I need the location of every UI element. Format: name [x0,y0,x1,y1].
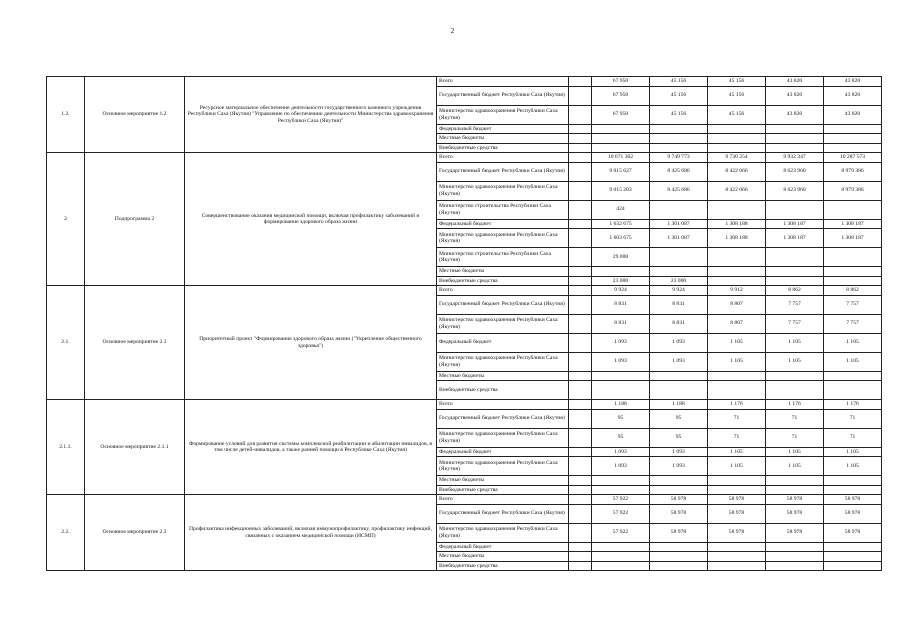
amount-cell: 8 862 [824,286,882,296]
amount-cell: 7 757 [766,314,824,333]
amount-cell [708,267,766,277]
amount-cell: 58 978 [824,523,882,542]
empty-cell [569,295,592,314]
funding-source: Местные бюджеты [437,552,569,562]
amount-cell [824,542,882,552]
amount-cell: 45 156 [650,105,708,124]
amount-cell: 1 105 [708,352,766,371]
funding-source: Местные бюджеты [437,371,569,381]
amount-cell: 8 831 [592,314,650,333]
amount-cell [708,371,766,381]
amount-cell: 29 000 [592,248,650,267]
amount-cell: 8 831 [592,295,650,314]
funding-source: Министерство здравоохранения Республики Саха (Якутия) [437,523,569,542]
amount-cell: 1 188 [592,400,650,410]
empty-cell [569,485,592,495]
amount-cell: 1 308 188 [708,219,766,229]
row-number: 2.2. [47,495,85,571]
amount-cell: 43 820 [766,86,824,105]
funding-source: Федеральный бюджет [437,219,569,229]
amount-cell [824,476,882,486]
row-number: 2 [47,153,85,286]
empty-cell [569,105,592,124]
amount-cell: 8 623 960 [766,181,824,200]
empty-cell [569,457,592,476]
empty-cell [569,504,592,523]
amount-cell: 8 862 [766,286,824,296]
funding-source: Федеральный бюджет [437,124,569,134]
empty-cell [569,86,592,105]
table-row [47,77,882,87]
amount-cell [824,267,882,277]
amount-cell: 7 757 [824,314,882,333]
row-description: Приоритетный проект "Формирование здорового образа жизни ("Укрепление общественного здоровья") [185,286,437,400]
row-number: 1.2. [47,77,85,153]
amount-cell: 67 950 [592,86,650,105]
amount-cell: 7 757 [824,295,882,314]
amount-cell: 1 308 188 [708,229,766,248]
empty-cell [569,162,592,181]
amount-cell [766,276,824,286]
amount-cell [824,200,882,219]
amount-cell: 43 820 [766,77,824,87]
funding-source: Местные бюджеты [437,267,569,277]
amount-cell: 8 831 [650,314,708,333]
empty-cell [569,219,592,229]
amount-cell [824,561,882,571]
amount-cell: 9 924 [650,286,708,296]
amount-cell [650,124,708,134]
amount-cell [650,267,708,277]
amount-cell: 71 [708,428,766,447]
row-number: 2.1. [47,286,85,400]
empty-cell [569,200,592,219]
amount-cell: 9 932 347 [766,153,824,163]
empty-cell [569,381,592,400]
empty-cell [569,153,592,163]
amount-cell: 71 [824,428,882,447]
amount-cell [650,371,708,381]
funding-source: Внебюджетные средства [437,561,569,571]
amount-cell: 43 820 [824,77,882,87]
row-description: Формирование условий для развития системы комплексной реабилитации и абилитации инвалидов, в том числе детей-инвалидов, а также ранней помощи в Республике Саха (Якутия) [185,400,437,495]
amount-cell: 1 093 [650,447,708,457]
amount-cell: 57 922 [592,504,650,523]
amount-cell [766,485,824,495]
table-row [47,400,882,410]
amount-cell: 1 105 [766,333,824,352]
amount-cell: 1 301 087 [650,219,708,229]
amount-cell [708,542,766,552]
amount-cell: 1 093 [650,333,708,352]
empty-cell [569,371,592,381]
amount-cell: 1 105 [766,447,824,457]
amount-cell: 58 978 [708,504,766,523]
amount-cell [708,476,766,486]
empty-cell [569,400,592,410]
amount-cell: 58 978 [766,504,824,523]
amount-cell [824,276,882,286]
row-description: Совершенствование оказания медицинской помощи, включая профилактику заболеваний и формирование здорового образа жизни [185,153,437,286]
amount-cell: 10 287 573 [824,153,882,163]
amount-cell: 67 950 [592,77,650,87]
empty-cell [569,561,592,571]
amount-cell: 58 978 [824,495,882,505]
amount-cell: 1 105 [766,457,824,476]
empty-cell [569,276,592,286]
funding-source: Всего [437,495,569,505]
amount-cell: 1 105 [824,333,882,352]
amount-cell: 95 [592,409,650,428]
amount-cell [708,276,766,286]
amount-cell: 58 978 [650,523,708,542]
amount-cell: 57 922 [592,495,650,505]
funding-source: Министерство здравоохранения Республики Саха (Якутия) [437,457,569,476]
row-name: Основное мероприятие 1.2 [85,77,185,153]
funding-source: Всего [437,77,569,87]
row-name: Основное мероприятие 2.1.1 [85,400,185,495]
funding-source: Местные бюджеты [437,476,569,486]
amount-cell: 1 176 [766,400,824,410]
amount-cell: 58 978 [766,523,824,542]
empty-cell [569,267,592,277]
amount-cell: 1 105 [824,457,882,476]
amount-cell [592,552,650,562]
amount-cell: 95 [592,428,650,447]
amount-cell: 58 978 [708,523,766,542]
empty-cell [569,523,592,542]
amount-cell: 8 807 [708,314,766,333]
amount-cell: 1 093 [592,447,650,457]
amount-cell: 1 093 [592,352,650,371]
amount-cell [824,124,882,134]
funding-source: Государственный бюджет Республики Саха (Якутия) [437,409,569,428]
empty-cell [569,181,592,200]
empty-cell [569,552,592,562]
amount-cell: 9 749 773 [650,153,708,163]
amount-cell: 7 757 [766,295,824,314]
amount-cell [708,124,766,134]
amount-cell [766,552,824,562]
funding-source: Министерство здравоохранения Республики Саха (Якутия) [437,314,569,333]
amount-cell [824,371,882,381]
amount-cell [708,143,766,153]
amount-cell: 9 015 203 [592,181,650,200]
amount-cell [650,476,708,486]
empty-cell [569,333,592,352]
empty-cell [569,248,592,267]
amount-cell [824,552,882,562]
funding-source: Министерство здравоохранения Республики Саха (Якутия) [437,105,569,124]
amount-cell: 8 623 960 [766,162,824,181]
amount-cell [708,200,766,219]
empty-cell [569,134,592,144]
row-name: Подпрограмма 2 [85,153,185,286]
table-row [47,495,882,505]
funding-source: Государственный бюджет Республики Саха (Якутия) [437,504,569,523]
amount-cell [766,143,824,153]
funding-source: Всего [437,400,569,410]
amount-cell [766,542,824,552]
empty-cell [569,542,592,552]
amount-cell: 1 105 [708,333,766,352]
funding-source: Всего [437,286,569,296]
amount-cell: 1 308 187 [766,229,824,248]
empty-cell [569,286,592,296]
amount-cell [708,381,766,400]
amount-cell: 95 [650,409,708,428]
amount-cell [766,134,824,144]
amount-cell [650,248,708,267]
funding-source: Федеральный бюджет [437,447,569,457]
amount-cell [824,143,882,153]
empty-cell [569,77,592,87]
amount-cell [592,371,650,381]
row-description: Ресурсное материальное обеспечение деятельности государственного казенного учреждения Республики Саха (Якутия) "Управление по обеспечению деятельности Министерства здравоохранения Республики Саха (Якутия)" [185,77,437,153]
amount-cell: 43 820 [824,105,882,124]
amount-cell [766,200,824,219]
amount-cell: 58 978 [650,504,708,523]
amount-cell: 1 308 187 [766,219,824,229]
amount-cell [650,200,708,219]
amount-cell [592,476,650,486]
amount-cell [766,248,824,267]
amount-cell: 9 015 627 [592,162,650,181]
amount-cell [766,124,824,134]
amount-cell: 23 000 [650,276,708,286]
amount-cell: 71 [766,428,824,447]
amount-cell [708,561,766,571]
amount-cell [650,485,708,495]
funding-source: Министерство здравоохранения Республики Саха (Якутия) [437,352,569,371]
amount-cell: 1 105 [824,352,882,371]
empty-cell [569,314,592,333]
amount-cell: 1 105 [766,352,824,371]
amount-cell: 1 105 [708,447,766,457]
amount-cell: 9 912 [708,286,766,296]
funding-source: Всего [437,153,569,163]
funding-source: Местные бюджеты [437,134,569,144]
amount-cell: 58 978 [766,495,824,505]
amount-cell: 23 000 [592,276,650,286]
amount-cell: 58 978 [650,495,708,505]
page-number: 2 [450,27,455,35]
amount-cell: 1 632 675 [592,219,650,229]
funding-source: Федеральный бюджет [437,542,569,552]
amount-cell: 1 308 187 [824,229,882,248]
amount-cell [592,542,650,552]
amount-cell: 67 950 [592,105,650,124]
amount-cell: 10 671 302 [592,153,650,163]
amount-cell: 71 [766,409,824,428]
amount-cell: 8 831 [650,295,708,314]
amount-cell: 71 [708,409,766,428]
amount-cell [650,134,708,144]
amount-cell [650,552,708,562]
amount-cell [708,552,766,562]
funding-source: Федеральный бюджет [437,333,569,352]
amount-cell: 1 176 [708,400,766,410]
funding-source: Внебюджетные средства [437,485,569,495]
amount-cell [708,485,766,495]
funding-source: Министерство здравоохранения Республики Саха (Якутия) [437,428,569,447]
empty-cell [569,476,592,486]
amount-cell: 1 105 [824,447,882,457]
funding-source: Внебюджетные средства [437,143,569,153]
amount-cell [708,134,766,144]
amount-cell: 71 [824,409,882,428]
funding-source: Внебюджетные средства [437,381,569,400]
amount-cell: 1 093 [650,457,708,476]
amount-cell: 8 422 066 [708,181,766,200]
amount-cell: 45 156 [708,105,766,124]
funding-source: Внебюджетные средства [437,276,569,286]
amount-cell: 45 156 [650,86,708,105]
amount-cell [650,542,708,552]
row-number: 2.1.1. [47,400,85,495]
amount-cell [824,381,882,400]
funding-source: Государственный бюджет Республики Саха (Якутия) [437,162,569,181]
amount-cell: 9 730 254 [708,153,766,163]
amount-cell: 424 [592,200,650,219]
amount-cell: 1 093 [592,333,650,352]
amount-cell [708,248,766,267]
row-name: Основное мероприятие 2.1 [85,286,185,400]
amount-cell [766,267,824,277]
amount-cell: 8 425 686 [650,162,708,181]
amount-cell: 1 176 [824,400,882,410]
empty-cell [569,143,592,153]
amount-cell: 43 820 [766,105,824,124]
amount-cell: 1 301 087 [650,229,708,248]
empty-cell [569,352,592,371]
amount-cell: 1 308 187 [824,219,882,229]
amount-cell: 8 979 386 [824,181,882,200]
amount-cell [592,124,650,134]
empty-cell [569,229,592,248]
amount-cell: 45 156 [708,86,766,105]
amount-cell: 9 924 [592,286,650,296]
amount-cell: 1 093 [650,352,708,371]
funding-source: Министерство строительства Республики Саха (Якутия) [437,248,569,267]
empty-cell [569,409,592,428]
funding-source: Министерство здравоохранения Республики Саха (Якутия) [437,229,569,248]
amount-cell: 8 422 066 [708,162,766,181]
row-name: Основное мероприятие 2.2 [85,495,185,571]
empty-cell [569,124,592,134]
amount-cell [824,485,882,495]
amount-cell: 1 093 [592,457,650,476]
amount-cell: 45 156 [708,77,766,87]
funding-source: Государственный бюджет Республики Саха (Якутия) [437,295,569,314]
table-row [47,153,882,163]
amount-cell [766,561,824,571]
amount-cell [592,143,650,153]
amount-cell: 45 156 [650,77,708,87]
amount-cell [766,476,824,486]
amount-cell [592,485,650,495]
budget-table [46,76,882,571]
empty-cell [569,428,592,447]
amount-cell: 58 978 [824,504,882,523]
amount-cell: 95 [650,428,708,447]
funding-source: Министерство строительства Республики Саха (Якутия) [437,200,569,219]
funding-source: Министерство здравоохранения Республики Саха (Якутия) [437,181,569,200]
amount-cell [592,381,650,400]
amount-cell: 57 922 [592,523,650,542]
amount-cell: 1 603 675 [592,229,650,248]
amount-cell [592,134,650,144]
amount-cell: 1 105 [708,457,766,476]
amount-cell [592,561,650,571]
amount-cell [824,248,882,267]
row-description: Профилактика инфекционных заболеваний, включая иммунопрофилактику, профилактику инфекций, связанных с оказанием медицинской помощи (ИСМП) [185,495,437,571]
amount-cell: 1 188 [650,400,708,410]
empty-cell [569,495,592,505]
empty-cell [569,447,592,457]
amount-cell: 8 979 386 [824,162,882,181]
amount-cell [766,371,824,381]
amount-cell [766,381,824,400]
amount-cell [650,143,708,153]
amount-cell: 8 807 [708,295,766,314]
table-row [47,286,882,296]
amount-cell [650,561,708,571]
amount-cell: 58 978 [708,495,766,505]
amount-cell [592,267,650,277]
funding-source: Государственный бюджет Республики Саха (Якутия) [437,86,569,105]
amount-cell: 8 425 686 [650,181,708,200]
amount-cell [824,134,882,144]
amount-cell [650,381,708,400]
amount-cell: 43 820 [824,86,882,105]
